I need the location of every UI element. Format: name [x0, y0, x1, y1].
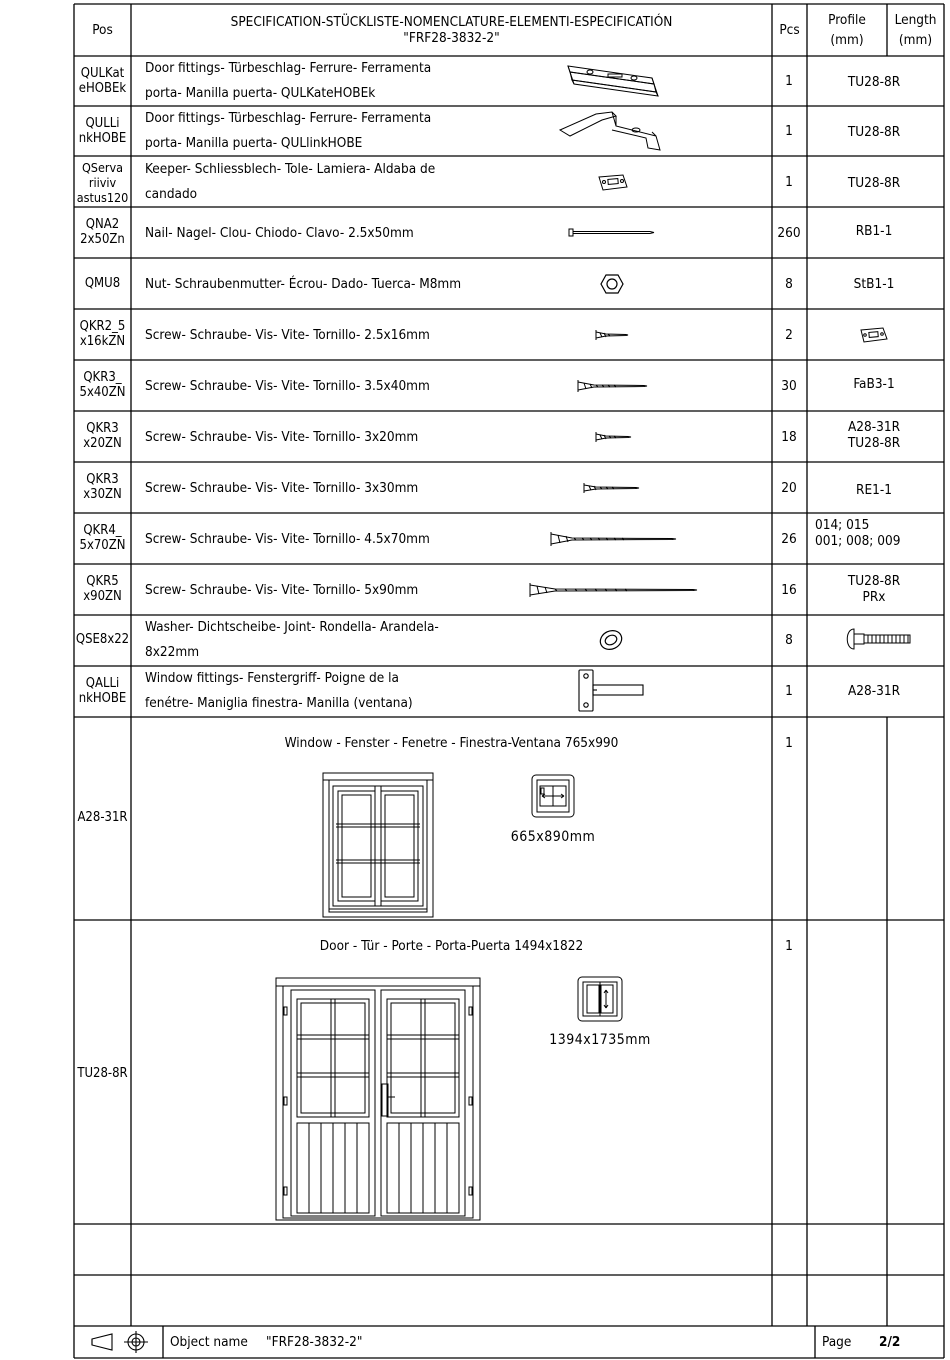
keeper-plate-icon: [597, 173, 629, 193]
row-pcs: 20: [781, 480, 797, 496]
row-profile: FaB3-1: [853, 376, 895, 392]
row-description: Screw- Schraube- Vis- Vite- Tornillo- 3x20mm: [145, 429, 419, 445]
row-pos: nkHOBE: [78, 131, 127, 146]
row-pos: x20ZN: [83, 436, 122, 451]
hex-nut-icon: [600, 273, 624, 295]
row-profile: TU28-8R: [847, 435, 901, 451]
row-pcs: 26: [781, 531, 797, 547]
row-pos: QMU8: [84, 276, 121, 291]
row-pos: QKR2_5: [79, 319, 126, 334]
row-description: Nail- Nagel- Clou- Chiodo- Clavo- 2.5x50mm: [145, 225, 414, 241]
keeper-plate-icon: [859, 326, 889, 344]
page-label: Page: [822, 1334, 852, 1350]
row-description: Door fittings- Türbeschlag- Ferrure- Ferramenta: [145, 60, 432, 76]
door-size: 1394x1735mm: [549, 1032, 651, 1048]
row-description: Screw- Schraube- Vis- Vite- Tornillo- 2.5x16mm: [145, 327, 430, 343]
row-pcs: 1: [785, 73, 793, 89]
window-title: Window - Fenster - Fenetre - Finestra-Ventana 765x990: [284, 735, 619, 751]
row-pos: QServa: [81, 160, 124, 175]
door-drawing: [275, 977, 481, 1221]
row-profile: RB1-1: [855, 223, 893, 239]
row-pos: x30ZN: [83, 487, 122, 502]
row-pcs: 1: [785, 123, 793, 139]
row-profile: PRx: [862, 589, 886, 605]
row-pcs: 1: [785, 174, 793, 190]
row-profile: StB1-1: [853, 276, 895, 292]
row-pos: QKR3: [86, 421, 119, 436]
row-pos: QALLi: [85, 676, 120, 691]
row-description: Nut- Schraubenmutter- Écrou- Dado- Tuerca- M8mm: [145, 276, 462, 292]
row-description: Screw- Schraube- Vis- Vite- Tornillo- 4.5x70mm: [145, 531, 430, 547]
row-pos: nkHOBE: [78, 691, 127, 706]
screw-icon: [594, 431, 634, 443]
row-pcs: 2: [785, 327, 793, 343]
object-name-value: "FRF28-3832-2": [266, 1334, 363, 1350]
row-profile: 001; 008; 009: [815, 533, 901, 549]
row-profile: A28-31R: [847, 683, 901, 699]
header-spec-title: [131, 14, 772, 46]
header-spec-line2: "FRF28-3832-2": [403, 30, 500, 46]
row-profile: TU28-8R: [847, 124, 901, 140]
row-pos: QSE8x22: [75, 632, 130, 647]
screw-icon: [594, 329, 630, 341]
bolt-icon: [842, 628, 914, 650]
window-handle-icon: [577, 669, 647, 713]
row-pcs: 18: [781, 429, 797, 445]
row-description: 8x22mm: [145, 644, 200, 660]
row-description: Keeper- Schliessblech- Tole- Lamiera- Aldaba de: [145, 161, 436, 177]
row-description: candado: [145, 186, 198, 202]
row-profile: TU28-8R: [847, 74, 901, 90]
object-name-label: Object name: [170, 1334, 248, 1350]
row-pos: x16kZN: [79, 334, 126, 349]
row-pcs: 1: [785, 683, 793, 699]
header-pos: Pos: [92, 22, 113, 38]
row-pos: 2x50Zn: [80, 232, 125, 247]
row-pos: QULKat: [80, 66, 125, 81]
header-pcs: Pcs: [779, 22, 800, 38]
row-description: Screw- Schraube- Vis- Vite- Tornillo- 3x30mm: [145, 480, 419, 496]
row-description: porta- Manilla puerta- QULKateHOBEk: [145, 85, 376, 101]
screw-icon: [548, 531, 678, 547]
row-pos: TU28-8R: [77, 1066, 128, 1081]
header-profile-l2: (mm): [830, 32, 864, 48]
row-pos: 5x70ZN: [79, 538, 126, 553]
header-profile-l1: Profile: [828, 12, 866, 28]
washer-icon: [598, 629, 624, 651]
projection-symbol-icon: [90, 1331, 150, 1355]
window-drawing: [322, 772, 434, 918]
door-title: Door - Tür - Porte - Porta-Puerta 1494x1822: [319, 938, 584, 954]
row-pcs: 260: [777, 225, 801, 241]
row-pos: 5x40ZN: [79, 385, 126, 400]
row-description: Screw- Schraube- Vis- Vite- Tornillo- 5x90mm: [145, 582, 419, 598]
screw-icon: [582, 482, 642, 494]
row-pos: riiviv: [88, 175, 117, 190]
row-pos: QKR3_: [83, 370, 122, 385]
row-pos: QULLi: [85, 116, 120, 131]
header-profile: [807, 12, 887, 48]
row-pcs: 8: [785, 276, 793, 292]
row-description: Washer- Dichtscheibe- Joint- Rondella- Arandela-: [145, 619, 439, 635]
window-frame-icon: [531, 774, 575, 818]
door-lever-handle-icon: [556, 108, 666, 152]
window-size: 665x890mm: [510, 829, 596, 845]
row-profile: TU28-8R: [847, 573, 901, 589]
row-description: Screw- Schraube- Vis- Vite- Tornillo- 3.5x40mm: [145, 378, 430, 394]
row-description: fenétre- Maniglia finestra- Manilla (ventana): [145, 695, 413, 711]
door-handle-plate-icon: [562, 60, 662, 100]
row-description: porta- Manilla puerta- QULlinkHOBE: [145, 135, 363, 151]
row-pcs: 1: [785, 735, 793, 751]
row-pos: QNA2: [85, 217, 120, 232]
header-length-l2: (mm): [898, 32, 933, 48]
row-pcs: 8: [785, 632, 793, 648]
header-spec-line1: SPECIFICATION-STÜCKLISTE-NOMENCLATURE-ELEMENTI-ESPECIFICATIÓN: [230, 14, 673, 30]
row-pcs: 16: [781, 582, 797, 598]
row-pos: x90ZN: [83, 589, 122, 604]
row-pos: QKR5: [86, 574, 119, 589]
header-length: [887, 12, 944, 48]
door-frame-icon: [577, 976, 623, 1022]
row-description: Window fittings- Fenstergriff- Poigne de la: [145, 670, 399, 686]
row-description: Door fittings- Türbeschlag- Ferrure- Ferramenta: [145, 110, 432, 126]
nail-icon: [568, 228, 658, 238]
row-profile: 014; 015: [815, 517, 870, 533]
screw-icon: [527, 582, 699, 598]
header-length-l1: Length: [894, 12, 937, 28]
row-pos: eHOBEk: [78, 81, 127, 96]
row-pos: QKR3: [86, 472, 119, 487]
row-pos: A28-31R: [77, 810, 128, 825]
row-pcs: 1: [785, 938, 793, 954]
row-profile: A28-31R: [847, 419, 901, 435]
row-profile: TU28-8R: [847, 175, 901, 191]
row-profile: RE1-1: [856, 482, 892, 498]
row-pos: astus120: [76, 190, 129, 205]
row-pos: QKR4_: [83, 523, 122, 538]
screw-icon: [576, 379, 650, 393]
row-pcs: 30: [781, 378, 797, 394]
page-number: 2/2: [879, 1334, 901, 1350]
